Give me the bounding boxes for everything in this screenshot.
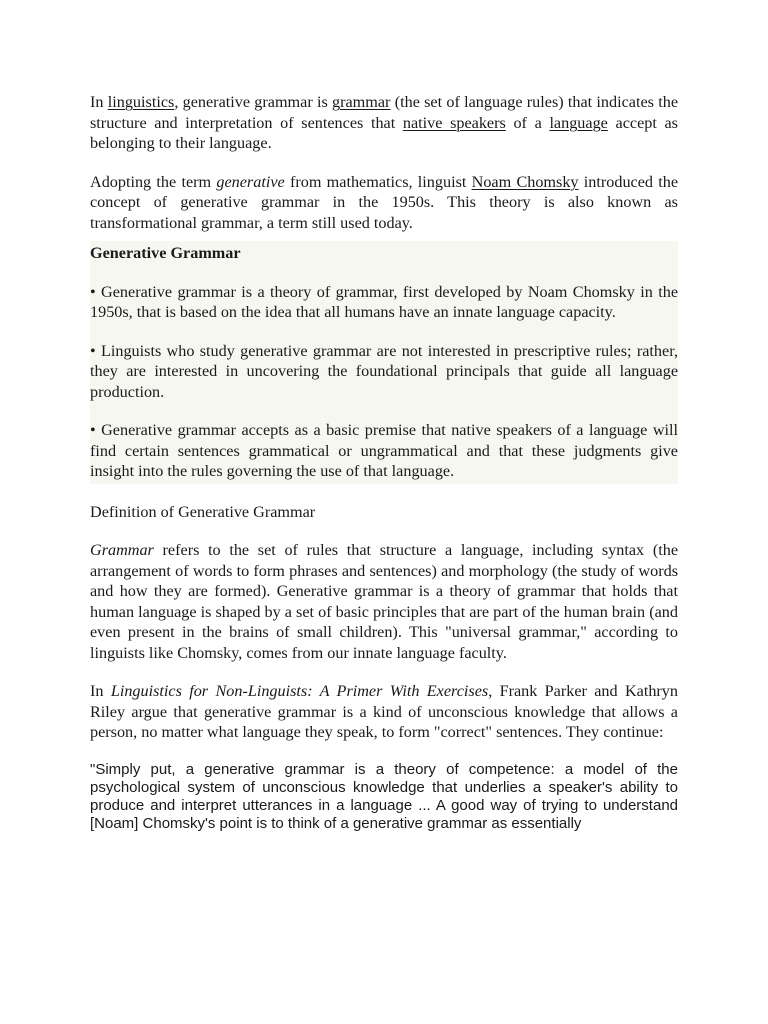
book-text: , Frank Parker and Kathryn Riley argue that generative grammar is a kind of unconscious knowledge that allows a person, no matter what language they speak, to form "correct" sentences. They continue:	[90, 682, 678, 741]
link-linguistics[interactable]: linguistics	[107, 93, 175, 111]
book-title: Linguistics for Non-Linguists: A Primer With Exercises	[110, 682, 489, 700]
definition-text: refers to the set of rules that structure a language, including syntax (the arrangement of words to form phrases and sentences) and morphology (the study of words and how they are formed). Generative grammar is a theory of grammar that holds that human language is shaped by a set of basic principles that are part of the human brain (and even present in the brains of small children). This "universal grammar," according to linguists like Chomsky, comes from our innate language faculty.	[90, 541, 678, 662]
book-paragraph	[90, 681, 678, 743]
intro-paragraph-1	[90, 92, 678, 154]
intro-paragraph-2	[90, 172, 678, 234]
intro-text: In	[90, 93, 108, 111]
link-language[interactable]: language	[549, 113, 608, 132]
intro-text: from mathematics, linguist	[284, 172, 472, 191]
emphasis-generative: generative	[216, 172, 285, 191]
section-heading: Definition of Generative Grammar	[90, 502, 316, 521]
emphasis-grammar: Grammar	[90, 541, 154, 559]
link-noam-chomsky[interactable]: Noam Chomsky	[471, 172, 579, 191]
book-text: In	[90, 682, 111, 700]
article-body	[90, 92, 678, 833]
intro-text: Adopting the term	[90, 172, 217, 191]
definition-paragraph	[90, 540, 678, 663]
intro-text: of a	[505, 113, 550, 132]
intro-text: (the set of language rules) that indicates the structure and interpretation of sentences that	[90, 93, 679, 132]
link-grammar[interactable]: grammar	[332, 93, 391, 111]
key-bullet: • Generative grammar accepts as a basic premise that native speakers of a language will find certain sentences grammatical or ungrammatical and that these judgments give insight into the rules governing the use of that language.	[90, 421, 678, 480]
intro-text: introduced the concept of generative grammar in the 1950s. This theory is also known as transformational grammar, a term still used today.	[90, 172, 679, 232]
link-native-speakers[interactable]: native speakers	[402, 113, 506, 132]
quote-paragraph: "Simply put, a generative grammar is a theory of competence: a model of the psychological system of unconscious knowledge that underlies a speaker's ability to produce and interpret utterances in a language ... A good way of trying to understand [Noam] Chomsky's point is to think of a generative grammar as essentially	[90, 760, 678, 832]
intro-text: accept as belonging to their language.	[90, 113, 678, 152]
key-box-title: Generative Grammar	[90, 244, 241, 262]
key-bullet: • Linguists who study generative grammar are not interested in prescriptive rules; rather, they are interested in uncovering the foundational principals that guide all language production.	[90, 341, 678, 401]
key-takeaways-box	[90, 241, 678, 484]
key-bullet: • Generative grammar is a theory of grammar, first developed by Noam Chomsky in the 1950s, that is based on the idea that all humans have an innate language capacity.	[90, 282, 678, 321]
intro-text: , generative grammar is	[174, 93, 333, 111]
